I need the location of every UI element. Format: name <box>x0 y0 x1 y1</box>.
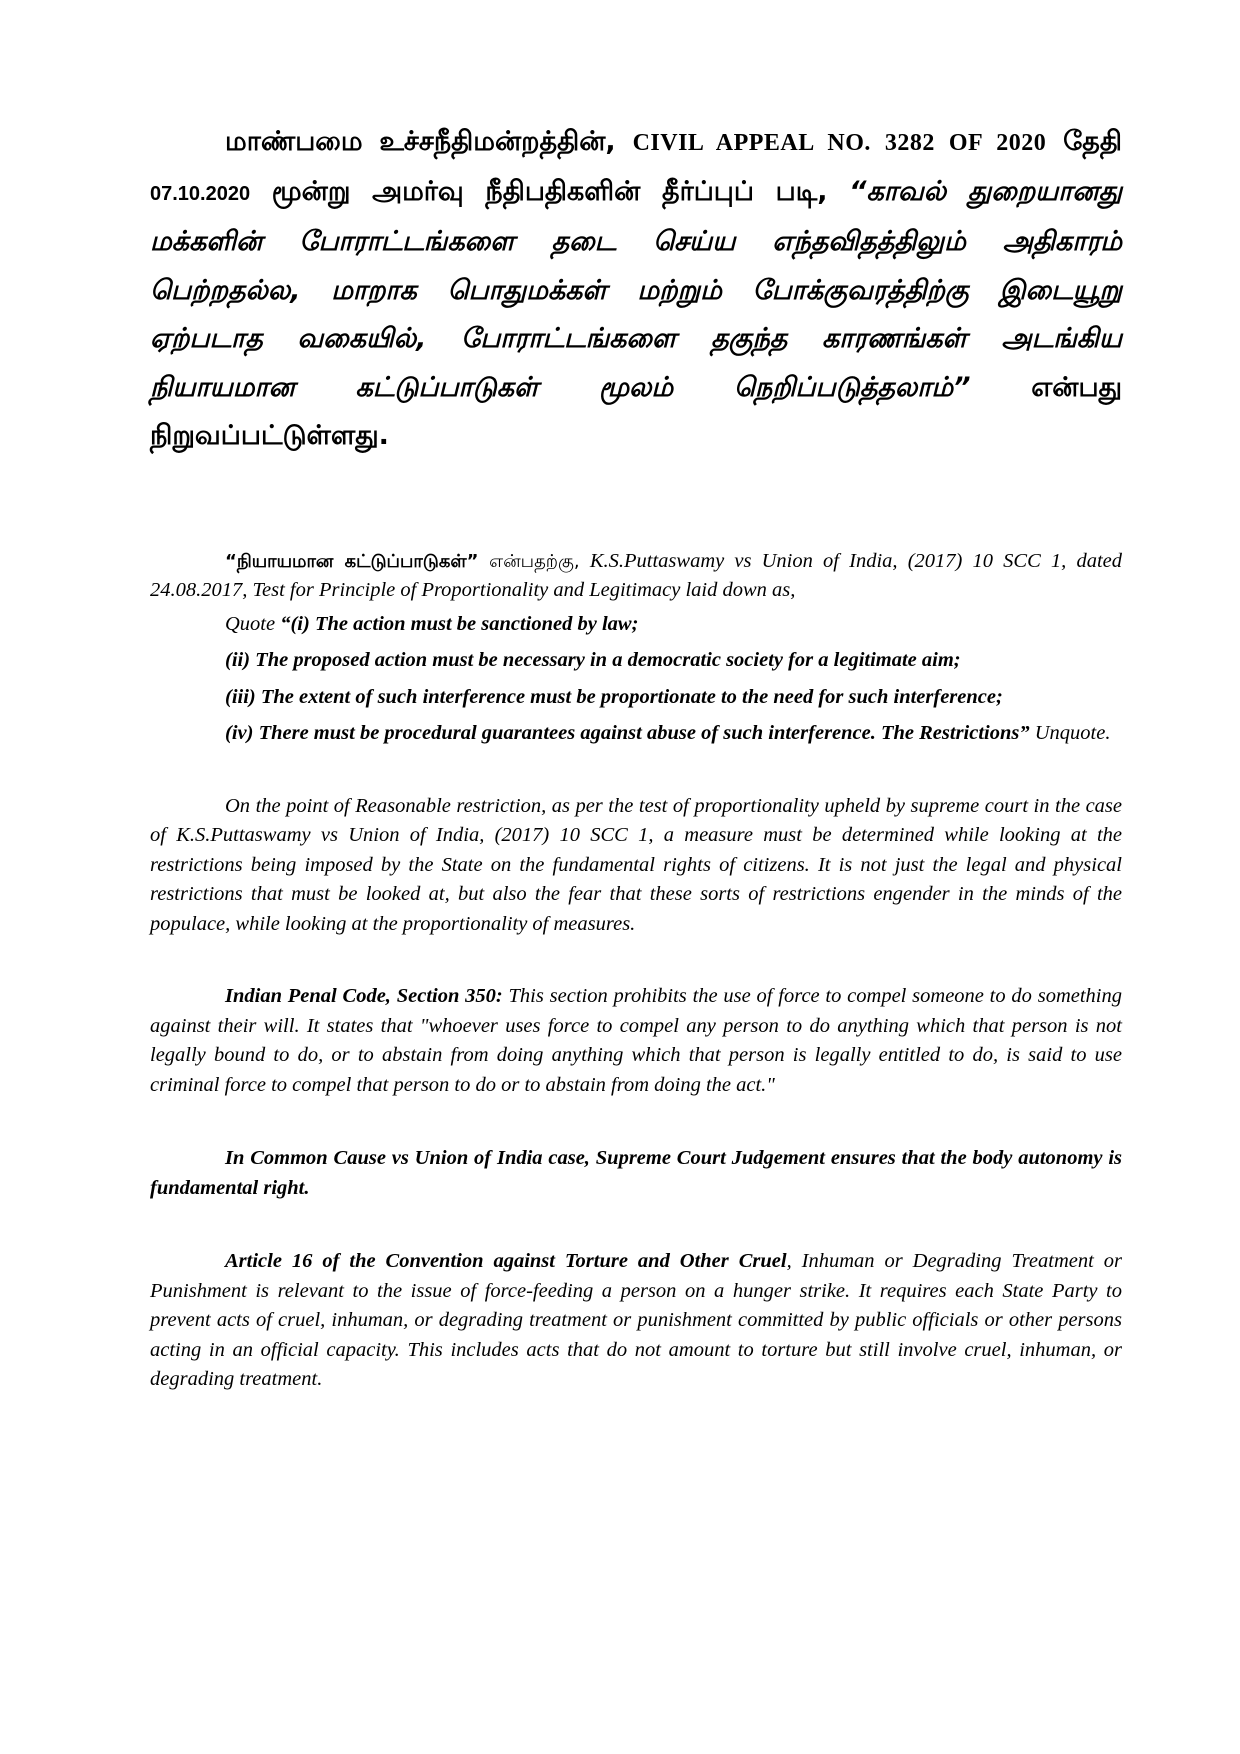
reasonable-restrictions-term: “நியாயமான கட்டுப்பாடுகள்” <box>225 550 479 572</box>
quote-item: (iv) There must be procedural guarantees against abuse of such interference. The Restrictions” Unquote. <box>225 722 1111 744</box>
judgement-quote: “காவல் துறையானது மக்களின் போராட்டங்களை தடை செய்ய எந்தவிதத்திலும் அதிகாரம் பெற்றதல்ல, மாறாக பொதுமக்கள் மற்றும் போக்குவரத்திற்கு இடையூறு ஏற்படாத வகையில், போராட்டங்களை தகுந்த காரணங்கள் அடங்கிய நியாயமான கட்டுப்பாடுகள் மூலம் நெறிப்படுத்தலாம்” <box>150 175 1122 403</box>
quote-item: Quote “(i) The action must be sanctioned by law; <box>225 612 639 635</box>
ipc-heading: Indian Penal Code, Section 350: <box>225 985 503 1007</box>
reference-paragraph <box>150 547 1122 606</box>
article-16-text: , Inhuman or Degrading Treatment or Punishment is relevant to the issue of force-feeding a person on a hunger strike. It requires each State Party to prevent acts of cruel, inhuman, or degrading treatment or punishment committed by public officials or other persons acting in an official capacity. This includes acts that do not amount to torture but still involve cruel, inhuman, or degrading treatment. <box>150 1250 1123 1390</box>
ipc-section-paragraph <box>150 982 1122 1100</box>
tamil-judgement-paragraph <box>150 118 1122 461</box>
ipc-text: This section prohibits the use of force to compel someone to do something against their will. It states that "whoever uses force to compel any person to do anything which that person is not legally bound to do, or to abstain from doing anything which that person is legally entitled to do, is said to use criminal force to compel that person to do or to abstain from doing the act." <box>150 985 1122 1096</box>
unquote-word: Unquote. <box>1034 722 1111 744</box>
article-16-heading: Article 16 of the Convention against Torture and Other Cruel <box>225 1250 787 1272</box>
proportionality-quote-block <box>225 610 1122 749</box>
document-page <box>150 118 1122 1395</box>
quote-word: Quote <box>225 612 276 635</box>
court-reference: மாண்பமை உச்சநீதிமன்றத்தின், <box>225 126 616 157</box>
case-number: CIVIL APPEAL NO. 3282 OF 2020 <box>632 130 1047 156</box>
bench-description: மூன்று அமர்வு நீதிபதிகளின் தீர்ப்புப் படி, <box>271 175 828 207</box>
established-text: என்பது நிறுவப்பட்டுள்ளது. <box>150 371 1122 451</box>
date-label: தேதி <box>1063 126 1122 157</box>
quote-item: (ii) The proposed action must be necessary in a democratic society for a legitimate aim; <box>225 649 961 671</box>
article-16-paragraph <box>150 1247 1122 1395</box>
judgement-date: 07.10.2020 <box>150 182 251 205</box>
quote-item: (iii) The extent of such interference must be proportionate to the need for such interference; <box>225 685 1003 708</box>
reasonable-restriction-paragraph: On the point of Reasonable restriction, as per the test of proportionality upheld by supreme court in the case of K.S.Puttaswamy vs Union of India, (2017) 10 SCC 1, a measure must be determined while looking at the restrictions being imposed by the State on the fundamental rights of citizens. It is not just the legal and physical restrictions that must be looked at, but also the fear that these sorts of restrictions engender in the minds of the populace, while looking at the proportionality of measures. <box>150 794 1122 935</box>
common-cause-paragraph: In Common Cause vs Union of India case, Supreme Court Judgement ensures that the body autonomy is fundamental right. <box>150 1147 1122 1199</box>
puttaswamy-reference: K.S.Puttaswamy vs Union of India, (2017) 10 SCC 1, dated 24.08.2017, Test for Principle of Proportionality and Legitimacy laid down as, <box>150 549 1122 601</box>
reference-connector: என்பதற்கு, <box>489 550 580 572</box>
